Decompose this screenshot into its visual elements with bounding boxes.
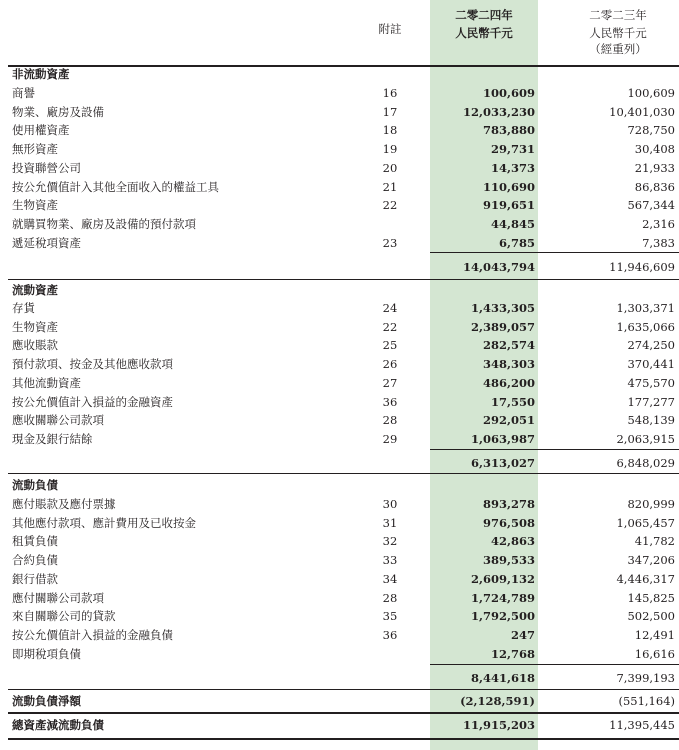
net-current-liabilities-row <box>0 692 679 710</box>
row-prior-value: 100,609 <box>627 86 675 100</box>
row-label: 其他應付款項、應計費用及已收按金 <box>12 515 196 530</box>
row-note: 21 <box>382 179 398 194</box>
row-prior-value: 12,491 <box>634 627 675 642</box>
table-row <box>0 196 679 214</box>
row-label: 其他流動資產 <box>12 375 81 390</box>
row-current-value: 14,373 <box>490 160 535 175</box>
current-year-header <box>430 6 538 42</box>
row-current-value: 12,768 <box>490 646 535 661</box>
row-label: 預付款項、按金及其他應收款項 <box>12 357 173 372</box>
row-prior-value: 1,065,457 <box>616 515 675 530</box>
row-prior-value: 728,750 <box>627 123 675 138</box>
section-divider <box>8 473 679 474</box>
row-label: 應收關聯公司款項 <box>12 413 104 428</box>
row-prior-value: 370,441 <box>627 357 675 372</box>
table-row <box>0 355 679 373</box>
row-prior-value: 2,316 <box>642 216 675 231</box>
row-note: 27 <box>382 375 398 390</box>
row-note: 23 <box>382 235 398 250</box>
total-assets-less-cl-label: 總資產減流動負債 <box>12 718 104 732</box>
row-current-value: 389,533 <box>482 553 535 568</box>
section-title-row <box>0 65 679 83</box>
row-label: 生物資產 <box>12 198 58 213</box>
row-current-value: 2,609,132 <box>470 571 535 586</box>
row-label: 使用權資產 <box>12 123 70 138</box>
row-label: 應付賬款及應付票據 <box>12 497 116 511</box>
row-prior-value: 41,782 <box>634 534 675 549</box>
table-row <box>0 140 679 158</box>
row-current-value: 6,785 <box>498 235 535 250</box>
row-prior-value: 21,933 <box>634 160 675 175</box>
net-current-liabilities-current: (2,128,591) <box>460 694 535 708</box>
total-assets-less-cl-row <box>0 716 679 734</box>
section-divider <box>8 712 679 714</box>
row-prior-value: 10,401,030 <box>609 104 675 119</box>
row-current-value: 247 <box>510 627 535 642</box>
row-note: 36 <box>382 627 398 642</box>
row-current-value: 976,508 <box>482 515 535 530</box>
row-label: 現金及銀行結餘 <box>12 431 93 446</box>
row-label: 來自關聯公司的貸款 <box>12 609 116 624</box>
row-current-value: 12,033,230 <box>462 104 535 119</box>
section-title: 流動負債 <box>12 478 58 492</box>
row-current-value: 893,278 <box>482 497 535 511</box>
row-label: 銀行借款 <box>12 571 58 586</box>
row-prior-value: 7,383 <box>642 235 675 250</box>
row-note: 19 <box>382 142 398 157</box>
row-note: 35 <box>382 609 398 624</box>
row-prior-value: 567,344 <box>627 198 675 213</box>
table-row <box>0 178 679 196</box>
row-current-value: 110,690 <box>482 179 535 194</box>
row-note: 28 <box>382 590 398 605</box>
row-prior-value: 2,063,915 <box>616 431 675 446</box>
table-row <box>0 532 679 550</box>
row-note: 17 <box>382 104 398 119</box>
table-row <box>0 589 679 607</box>
row-label: 存貨 <box>12 301 35 315</box>
row-label: 就購買物業、廠房及設備的預付款項 <box>12 216 196 231</box>
row-label: 即期稅項負債 <box>12 646 81 661</box>
row-current-value: 919,651 <box>482 198 535 213</box>
prior-year-header <box>562 6 674 42</box>
table-row <box>0 84 679 102</box>
row-current-value: 282,574 <box>482 338 535 353</box>
row-label: 合約負債 <box>12 553 58 568</box>
row-note: 33 <box>382 553 398 568</box>
subtotal-line <box>430 252 679 253</box>
section-title: 非流動資產 <box>12 67 70 81</box>
table-row <box>0 393 679 411</box>
row-note: 16 <box>382 86 398 100</box>
row-prior-value: 4,446,317 <box>616 571 675 586</box>
row-label: 無形資產 <box>12 142 58 157</box>
subtotal-prior: 7,399,193 <box>616 671 675 685</box>
row-prior-value: 86,836 <box>634 179 675 194</box>
current-unit-label: 人民幣千元 <box>455 26 513 40</box>
prior-restated-label: （經重列） <box>589 42 647 56</box>
prior-unit-label: 人民幣千元 <box>589 26 647 40</box>
row-prior-value: 548,139 <box>627 413 675 428</box>
subtotal-row <box>0 258 679 276</box>
row-label: 物業、廠房及設備 <box>12 104 104 119</box>
row-note: 32 <box>382 534 398 549</box>
row-current-value: 348,303 <box>482 357 535 372</box>
table-row <box>0 374 679 392</box>
row-note: 36 <box>382 394 398 409</box>
net-current-liabilities-prior: (551,164) <box>618 694 675 708</box>
table-row <box>0 318 679 336</box>
row-label: 應收賬款 <box>12 338 58 353</box>
row-current-value: 1,792,500 <box>470 609 535 624</box>
row-current-value: 486,200 <box>482 375 535 390</box>
row-note: 22 <box>382 198 398 213</box>
row-current-value: 17,550 <box>490 394 535 409</box>
row-current-value: 44,845 <box>490 216 535 231</box>
subtotal-line <box>430 664 679 665</box>
row-label: 按公允價值計入損益的金融負債 <box>12 627 173 642</box>
net-current-liabilities-label: 流動負債淨額 <box>12 694 81 708</box>
row-note: 34 <box>382 571 398 586</box>
row-note: 20 <box>382 160 398 175</box>
row-note: 31 <box>382 515 398 530</box>
row-current-value: 1,433,305 <box>470 301 535 315</box>
section-title-row <box>0 476 679 494</box>
table-row <box>0 103 679 121</box>
table-row <box>0 299 679 317</box>
section-divider <box>8 689 679 690</box>
row-prior-value: 30,408 <box>634 142 675 157</box>
section-divider <box>8 279 679 280</box>
table-row <box>0 159 679 177</box>
row-prior-value: 16,616 <box>634 646 675 661</box>
table-row <box>0 215 679 233</box>
subtotal-prior: 6,848,029 <box>616 456 675 470</box>
current-year-label: 二零二四年 <box>455 8 513 22</box>
table-row <box>0 645 679 663</box>
row-current-value: 1,063,987 <box>470 431 535 446</box>
row-note: 28 <box>382 413 398 428</box>
table-row <box>0 430 679 448</box>
table-row <box>0 495 679 513</box>
table-row <box>0 514 679 532</box>
table-row <box>0 336 679 354</box>
row-note: 24 <box>382 301 398 315</box>
row-prior-value: 145,825 <box>627 590 675 605</box>
row-note: 18 <box>382 123 398 138</box>
total-assets-less-cl-prior: 11,395,445 <box>609 718 675 732</box>
row-prior-value: 1,635,066 <box>616 319 675 334</box>
row-current-value: 292,051 <box>482 413 535 428</box>
table-row <box>0 570 679 588</box>
row-label: 生物資產 <box>12 319 58 334</box>
table-row <box>0 551 679 569</box>
row-prior-value: 820,999 <box>627 497 675 511</box>
table-row <box>0 121 679 139</box>
prior-year-label: 二零二三年 <box>589 8 647 22</box>
row-current-value: 29,731 <box>490 142 535 157</box>
subtotal-current: 6,313,027 <box>470 456 535 470</box>
row-prior-value: 347,206 <box>627 553 675 568</box>
row-current-value: 2,389,057 <box>470 319 535 334</box>
bottom-divider <box>8 738 679 740</box>
subtotal-row <box>0 454 679 472</box>
row-note: 29 <box>382 431 398 446</box>
row-label: 商譽 <box>12 86 35 100</box>
row-label: 投資聯營公司 <box>12 160 81 175</box>
row-note: 25 <box>382 338 398 353</box>
row-current-value: 1,724,789 <box>470 590 535 605</box>
row-prior-value: 475,570 <box>627 375 675 390</box>
row-label: 應付關聯公司款項 <box>12 590 104 605</box>
table-row <box>0 234 679 252</box>
row-current-value: 42,863 <box>490 534 535 549</box>
subtotal-current: 8,441,618 <box>470 671 535 685</box>
section-title: 流動資產 <box>12 283 58 297</box>
subtotal-line <box>430 449 679 450</box>
total-assets-less-cl-current: 11,915,203 <box>462 718 535 732</box>
note-column-header: 附註 <box>378 22 402 36</box>
table-row <box>0 607 679 625</box>
row-current-value: 100,609 <box>482 86 535 100</box>
row-note: 22 <box>382 319 398 334</box>
row-current-value: 783,880 <box>482 123 535 138</box>
section-title-row <box>0 281 679 299</box>
table-row <box>0 411 679 429</box>
row-prior-value: 177,277 <box>627 394 675 409</box>
subtotal-row <box>0 669 679 687</box>
row-note: 30 <box>382 497 398 511</box>
row-label: 按公允價值計入損益的金融資產 <box>12 394 173 409</box>
row-prior-value: 1,303,371 <box>616 301 675 315</box>
row-label: 租賃負債 <box>12 534 58 549</box>
subtotal-prior: 11,946,609 <box>609 260 675 274</box>
table-row <box>0 626 679 644</box>
subtotal-current: 14,043,794 <box>462 260 535 274</box>
row-prior-value: 502,500 <box>627 609 675 624</box>
row-note: 26 <box>382 357 398 372</box>
row-label: 遞延稅項資產 <box>12 235 81 250</box>
row-label: 按公允價值計入其他全面收入的權益工具 <box>12 179 219 194</box>
row-prior-value: 274,250 <box>627 338 675 353</box>
